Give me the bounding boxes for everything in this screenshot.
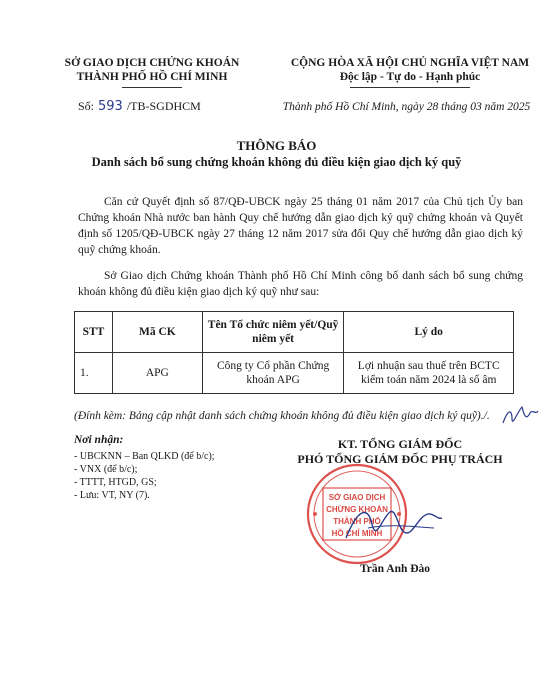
- signer-line-2: PHÓ TỔNG GIÁM ĐỐC PHỤ TRÁCH: [297, 452, 503, 466]
- number-prefix: Số:: [78, 99, 95, 113]
- national-heading: [270, 56, 550, 88]
- header-reason: Lý do: [344, 312, 514, 353]
- table-row: [75, 353, 514, 394]
- securities-table: [74, 311, 514, 394]
- seal-line-4: HỒ CHÍ MINH: [331, 529, 383, 538]
- header-stt: STT: [75, 312, 113, 353]
- document-number: [78, 99, 201, 114]
- org-line-1: SỞ GIAO DỊCH CHỨNG KHOÁN: [64, 57, 240, 69]
- org-line-2: THÀNH PHỐ HỒ CHÍ MINH: [76, 71, 228, 83]
- seal-line-3: THÀNH PHỐ: [333, 517, 381, 526]
- cell-issuer: Công ty Cổ phần Chứng khoán APG: [202, 353, 344, 394]
- seal-line-1: SỞ GIAO DỊCH: [328, 493, 386, 502]
- cell-ticker: APG: [112, 353, 202, 394]
- motto-underline: [350, 87, 470, 88]
- cell-reason: Lợi nhuận sau thuế trên BCTC kiểm toán năm 2024 là số âm: [344, 353, 514, 394]
- document-subtitle: Danh sách bổ sung chứng khoán không đủ điều kiện giao dịch ký quỹ: [91, 155, 462, 169]
- org-underline: [122, 87, 182, 88]
- list-item: - VNX (để b/c);: [74, 463, 215, 476]
- handwritten-signature: [338, 498, 448, 553]
- initials-mark: [500, 401, 540, 431]
- recipients-title: Nơi nhận:: [74, 434, 124, 446]
- nation-motto: Độc lập - Tự do - Hạnh phúc: [339, 71, 481, 83]
- signer-line-1: KT. TỔNG GIÁM ĐỐC: [337, 437, 463, 451]
- table-header-row: [75, 312, 514, 353]
- nation-line-1: CỘNG HÒA XÃ HỘI CHỦ NGHĨA VIỆT NAM: [290, 57, 530, 69]
- dateline: Thành phố Hồ Chí Minh, ngày 28 tháng 03 năm 2025: [282, 101, 531, 113]
- list-item: - UBCKNN – Ban QLKD (để b/c);: [74, 450, 215, 463]
- list-item: - Lưu: VT, NY (7).: [74, 489, 215, 502]
- seal-line-2: CHỨNG KHOÁN: [326, 505, 388, 514]
- issuing-organization: [42, 56, 262, 88]
- number-suffix: /TB-SGDHCM: [126, 99, 201, 113]
- recipients-list: [74, 450, 215, 502]
- attachment-note: (Đính kèm: Bảng cập nhật danh sách chứng khoán không đủ điều kiện giao dịch ký quỹ)./.: [74, 410, 490, 422]
- header-issuer: Tên Tổ chức niêm yết/Quỹ niêm yết: [202, 312, 344, 353]
- list-item: - TTTT, HTGD, GS;: [74, 476, 215, 489]
- header-ticker: Mã CK: [112, 312, 202, 353]
- number-value: 593: [98, 99, 123, 114]
- cell-stt: 1.: [75, 353, 113, 394]
- paragraph-announcement: Sở Giao dịch Chứng khoán Thành phố Hồ Chí Minh công bố danh sách bổ sung chứng khoán không đủ điều kiện giao dịch ký quỹ như sau:: [78, 270, 523, 298]
- document-title: THÔNG BÁO: [236, 138, 317, 153]
- signer-name: Trần Anh Đào: [359, 563, 431, 575]
- paragraph-legal-basis: Căn cứ Quyết định số 87/QĐ-UBCK ngày 25 tháng 01 năm 2017 của Chủ tịch Ủy ban Chứng khoán Nhà nước ban hành Quy chế hướng dẫn giao dịch ký quỹ chứng khoán và Quyết định số 1205/QĐ-UBCK ngày 27 tháng 12 năm 2017 sửa đổi Quy chế hướng dẫn giao dịch ký quỹ chứng khoán.: [78, 196, 523, 256]
